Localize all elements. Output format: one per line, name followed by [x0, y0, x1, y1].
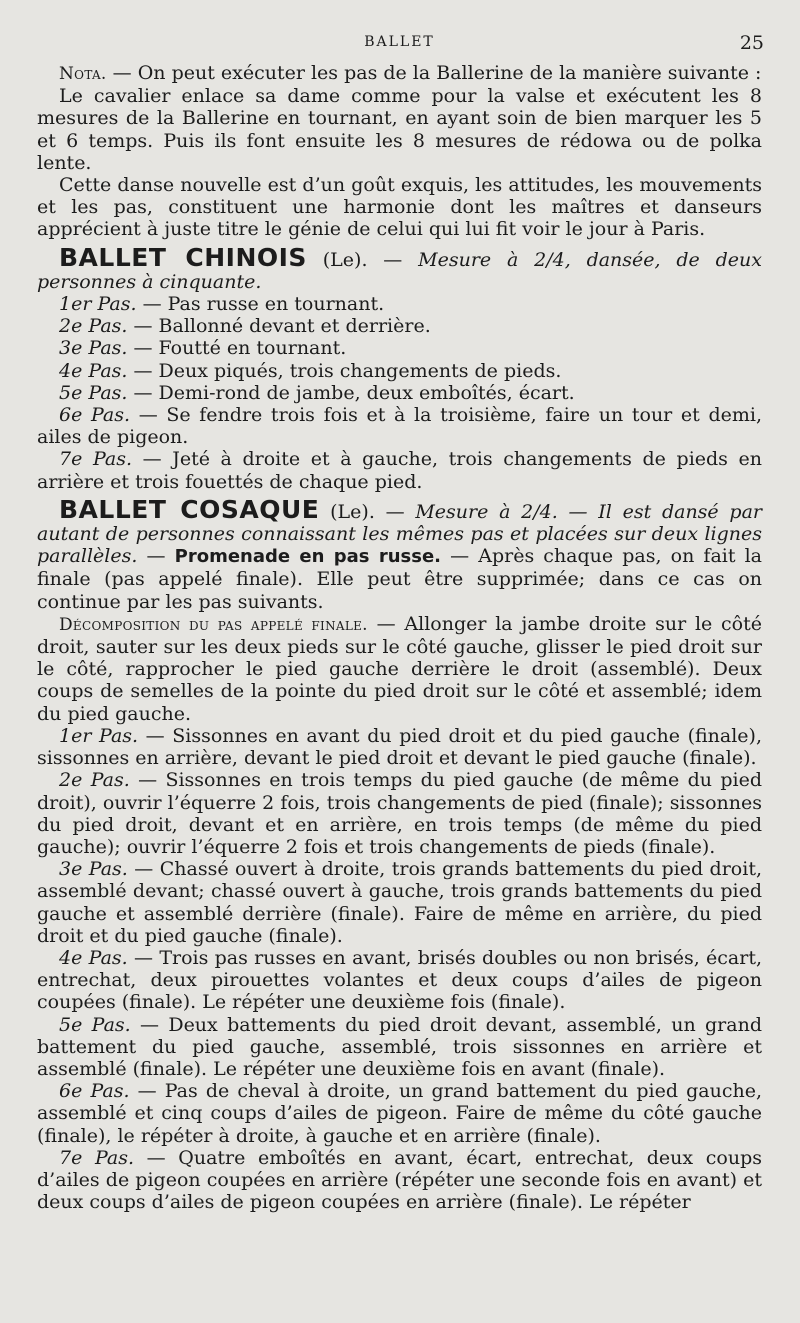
ballet-chinois-step-1: [37, 293, 762, 315]
step-text: — Se fendre trois fois et à la troisième, faire un tour et demi, ailes de pigeon.: [37, 404, 762, 449]
nota-text: — On peut exécuter les pas de la Ballerine de la manière suivante :: [106, 62, 762, 84]
step-text: — Pas russe en tournant.: [136, 293, 385, 316]
step-text: — Chassé ouvert à droite, trois grands battements du pied droit, assemblé devant; chassé ouvert à gauche, trois grands battements du pied gauche et assemblé derrière (finale). Faire de même en arrière, du pied droit et du pied gauche (finale).: [37, 858, 762, 947]
decomposition-paragraph: [37, 613, 762, 725]
ballet-chinois-step-2: [37, 315, 762, 337]
step-number: 2e: [59, 769, 83, 792]
ballet-cosaque-step-2: [37, 769, 762, 858]
step-number: 6e: [59, 404, 83, 427]
ballet-chinois-steps: [37, 293, 762, 493]
paragraph-danse-nouvelle: Cette danse nouvelle est d’un goût exquis, les attitudes, les mouvements et les pas, constituent une harmonie dont les maîtres et danseurs apprécient à juste titre le génie de celui qui lui fit voir le jour à Paris.: [37, 174, 762, 241]
ballet-cosaque-rest: — Après chaque pas, on fait la finale (pas appelé finale). Elle peut être supprimée; dans ce cas on continue par les pas suivants.: [37, 545, 762, 613]
step-text: — Sissonnes en trois temps du pied gauche (de même du pied droit), ouvrir l’équerre 2 fois, trois changements de pied (finale); sissonnes du pied droit, devant et en arrière, en trois temps (de même du pied gauche); ouvrir l’équerre 2 fois et trois changements de pieds (finale).: [37, 769, 763, 858]
ballet-chinois-heading: [37, 242, 762, 293]
step-label: Pas.: [91, 404, 131, 427]
step-text: — Foutté en tournant.: [127, 337, 347, 360]
ballet-chinois-step-7: [37, 448, 762, 492]
ballet-cosaque-step-1: [37, 725, 762, 769]
ballet-cosaque-step-5: [37, 1014, 762, 1081]
ballet-chinois-step-4: [37, 360, 762, 382]
ballet-cosaque-dash: —: [137, 545, 175, 568]
decomposition-label: Décomposition du pas appelé finale.: [59, 614, 368, 635]
step-number: 5e: [59, 1013, 83, 1036]
ballet-cosaque-measure: Mesure à 2/4. — Il est dansé par autant de personnes connaissant les mêmes pas et placées sur deux lignes parallèles.: [37, 500, 762, 568]
ballet-chinois-step-5: [37, 382, 762, 404]
step-label: Pas.: [88, 337, 128, 360]
decomposition-text: — Allonger la jambe droite sur le côté droit, sauter sur les deux pieds sur le côté gauche, glisser le pied droit sur le côté, rapprocher le pied gauche derrière le droit (assemblé). Deux coups de semelles de la pointe du pied droit sur le côté et assemblé; idem du pied gauche.: [37, 612, 762, 725]
ballet-chinois-title: BALLET CHINOIS: [59, 242, 307, 272]
ballet-chinois-step-3: [37, 337, 762, 359]
step-text: — Demi-rond de jambe, deux emboîtés, écart.: [127, 381, 575, 404]
step-number: 2e: [59, 315, 83, 338]
step-number: 3e: [59, 858, 83, 881]
step-label: Pas.: [99, 724, 139, 747]
step-number: 4e: [59, 359, 83, 382]
ballet-cosaque-steps: [37, 725, 762, 1213]
step-label: Pas.: [97, 293, 137, 316]
step-text: — Deux piqués, trois changements de pieds.: [127, 359, 562, 382]
step-label: Pas.: [92, 448, 133, 471]
step-number: 7e: [59, 448, 83, 471]
step-text: — Sissonnes en avant du pied droit et du pied gauche (finale), sissonnes en arrière, devant le pied droit et devant le pied gauche (finale).: [37, 724, 762, 770]
ballet-cosaque-step-6: [37, 1080, 762, 1147]
step-label: Pas.: [88, 946, 128, 969]
step-label: Pas.: [91, 1013, 131, 1036]
step-text: — Pas de cheval à droite, un grand battement du pied gauche, assemblé et cinq coups d’ailes de pigeon. Faire de même du côté gauche (finale), le répéter à droite, à gauche et en arrière (finale).: [37, 1080, 762, 1147]
paragraph-cavalier: Le cavalier enlace sa dame comme pour la valse et exécutent les 8 mesures de la Ballerine en tournant, en ayant soin de bien marquer les 5 et 6 temps. Puis ils font ensuite les 8 mesures de rédowa ou de polka lente.: [37, 85, 762, 174]
step-label: Pas.: [88, 381, 128, 404]
ballet-chinois-after-title: (Le). —: [306, 248, 419, 271]
step-text: — Ballonné devant et derrière.: [127, 315, 431, 338]
step-label: Pas.: [88, 858, 128, 881]
step-text: — Jeté à droite et à gauche, trois changements de pieds en arrière et trois fouettés de chaque pied.: [37, 448, 763, 493]
step-label: Pas.: [90, 769, 130, 792]
step-number: 3e: [59, 337, 83, 360]
step-number: 5e: [59, 381, 83, 404]
step-label: Pas.: [94, 1146, 135, 1169]
step-text: — Deux battements du pied droit devant, assemblé, un grand battement du pied gauche, assemblé, trois sissonnes en arrière et assemblé (finale). Le répéter une deuxième fois en avant (finale).: [37, 1013, 762, 1080]
ballet-cosaque-title: BALLET COSAQUE: [59, 494, 320, 524]
step-number: 1er: [59, 724, 92, 747]
nota-label: Nota.: [59, 64, 107, 84]
promenade-label: Promenade en pas russe.: [174, 546, 442, 568]
ballet-cosaque-step-4: [37, 947, 762, 1014]
ballet-chinois-measure: Mesure à 2/4, dansée, de deux personnes à cinquante.: [37, 248, 762, 293]
ballet-chinois-step-6: [37, 404, 762, 448]
step-text: — Quatre emboîtés en avant, écart, entrechat, deux coups d’ailes de pigeon coupées en arrière (répéter une seconde fois en avant) et deux coups d’ailes de pigeon coupées en arrière (finale). Le répéter: [37, 1146, 762, 1214]
page-header: [37, 30, 762, 62]
running-title: BALLET: [364, 34, 435, 50]
step-number: 7e: [59, 1146, 83, 1169]
ballet-cosaque-heading: [37, 494, 762, 613]
page-number: 25: [739, 32, 764, 54]
step-number: 1er: [59, 293, 92, 316]
step-text: — Trois pas russes en avant, brisés doubles ou non brisés, écart, entrechat, deux pirouettes volantes et deux coups d’ailes de pigeon coupées (finale). Le répéter une deuxième fois (finale).: [37, 946, 763, 1014]
ballet-cosaque-step-7: [37, 1147, 762, 1214]
step-label: Pas.: [90, 1080, 130, 1103]
ballet-cosaque-after-title: (Le). —: [319, 500, 416, 523]
step-number: 6e: [59, 1080, 83, 1103]
nota-paragraph: [37, 62, 762, 85]
step-label: Pas.: [88, 359, 128, 382]
step-label: Pas.: [88, 315, 128, 338]
ballet-cosaque-step-3: [37, 858, 762, 947]
step-number: 4e: [59, 946, 83, 969]
